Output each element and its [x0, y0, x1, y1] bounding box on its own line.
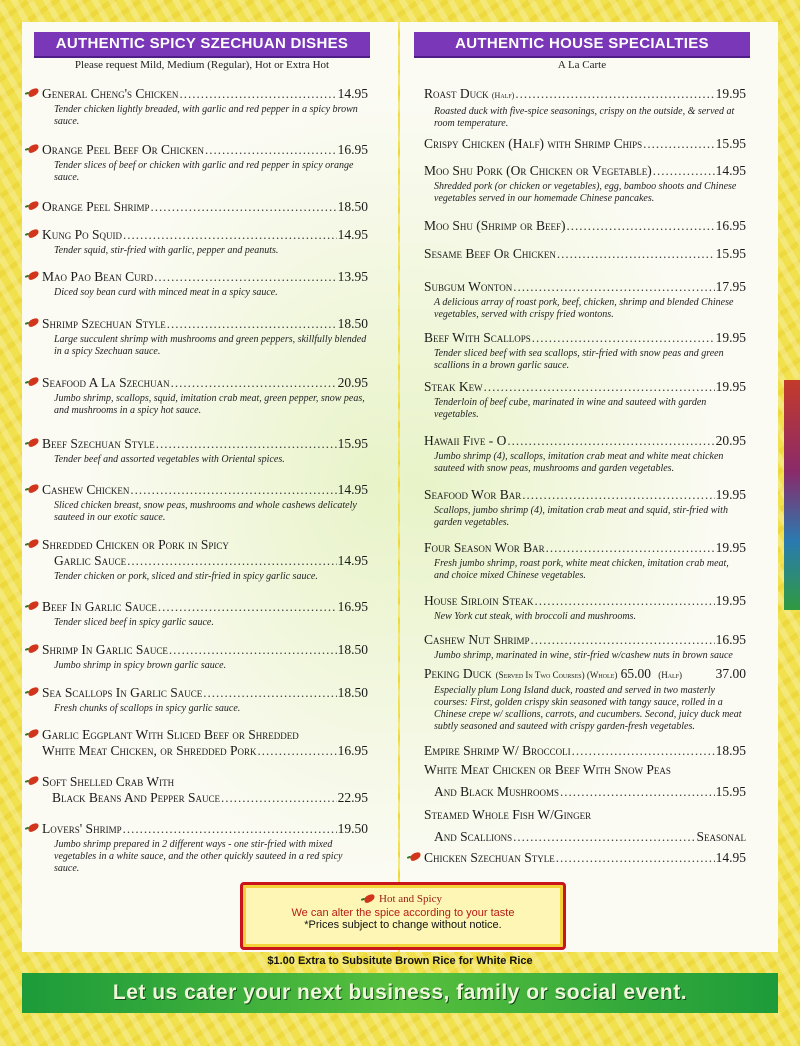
item-name: Lovers' Shrimp	[42, 821, 122, 836]
item-name: Seafood Wor Bar	[424, 487, 522, 502]
item-price: 18.50	[337, 199, 368, 214]
price-change-text: *Prices subject to change without notice.	[304, 919, 502, 931]
menu-item	[424, 666, 746, 733]
item-price: 14.95	[337, 227, 368, 242]
menu-item	[42, 227, 368, 257]
item-name: Shrimp Szechuan Style	[42, 316, 166, 331]
item-description: New York cut steak, with broccoli and mushrooms.	[434, 611, 636, 622]
left-header: AUTHENTIC SPICY SZECHUAN DISHES	[34, 32, 370, 58]
item-price: 18.95	[715, 743, 746, 758]
item-price: 19.50	[337, 821, 368, 836]
catering-banner: Let us cater your next business, family or social event.	[22, 973, 778, 1013]
menu-item	[42, 375, 368, 417]
spice-notice-box	[240, 882, 566, 950]
item-description: Tender sliced beef in spicy garlic sauce.	[54, 617, 214, 628]
item-name: Peking Duck	[424, 666, 492, 681]
menu-item	[42, 821, 368, 875]
spice-adjust-text: We can alter the spice according to your taste	[291, 907, 515, 919]
menu-item	[424, 330, 746, 372]
right-subheader: A La Carte	[557, 59, 607, 71]
item-price: 15.95	[715, 246, 746, 261]
item-price: 16.95	[337, 743, 368, 758]
menu-item	[424, 762, 746, 800]
item-price: 15.95	[337, 436, 368, 451]
item-name: Moo Shu (Shrimp or Beef)	[424, 218, 566, 233]
item-name: Sea Scallops In Garlic Sauce	[42, 685, 203, 700]
menu-item	[424, 136, 746, 152]
item-price: 14.95	[715, 850, 746, 865]
hot-spicy-legend	[243, 893, 563, 905]
item-description: Jumbo shrimp in spicy brown garlic sauce.	[54, 660, 227, 671]
item-price: 19.95	[715, 86, 746, 101]
chili-pepper-icon	[363, 893, 376, 903]
menu-item	[42, 142, 368, 184]
item-price: 13.95	[337, 269, 368, 284]
menu-item	[42, 482, 368, 524]
item-description: Jumbo shrimp, scallops, squid, imitation crab meat, green pepper, snow peas, and mushrooms in a spicy hot sauce.	[54, 393, 365, 416]
item-price: 20.95	[715, 433, 746, 448]
item-name: Shrimp In Garlic Sauce	[42, 642, 168, 657]
item-description: Fresh chunks of scallops in spicy garlic sauce.	[54, 703, 241, 714]
item-name: Subgum Wonton	[424, 279, 513, 294]
item-description: Large succulent shrimp with mushrooms and green peppers, skillfully blended in a spicy Szechuan sauce.	[54, 334, 367, 357]
item-price: 15.95	[715, 136, 746, 151]
item-description: Tenderloin of beef cube, marinated in wine and sauteed with garden vegetables.	[434, 397, 707, 420]
item-name: Kung Po Squid	[42, 227, 123, 242]
item-price: 15.95	[715, 784, 746, 799]
item-name: Cashew Chicken	[42, 482, 130, 497]
item-name: Cashew Nut Shrimp	[424, 632, 530, 647]
menu-item	[42, 642, 368, 672]
item-price: 16.95	[715, 632, 746, 647]
item-description: Jumbo shrimp (4), scallops, imitation crab meat and white meat chicken sauteed with snow peas, mushrooms and garden vegetables.	[434, 451, 724, 474]
item-price: 16.95	[337, 599, 368, 614]
item-name: And Black Mushrooms	[434, 784, 560, 799]
item-price: Seasonal	[696, 829, 746, 844]
menu-item	[424, 487, 746, 529]
item-name-line1: Steamed Whole Fish W/Ginger	[424, 807, 592, 822]
item-description: Tender chicken lightly breaded, with garlic and red pepper in a spicy brown sauce.	[54, 104, 358, 127]
menu-item	[42, 269, 368, 299]
menu-item	[424, 246, 746, 262]
item-price: 14.95	[715, 163, 746, 178]
item-price: 18.50	[337, 316, 368, 331]
item-description: Scallops, jumbo shrimp (4), imitation crab meat and squid, stir-fried with garden vegetables.	[434, 505, 728, 528]
item-name: General Cheng's Chicken	[42, 86, 179, 101]
item-description: Fresh jumbo shrimp, roast pork, white meat chicken, imitation crab meat, and choice mixed Chinese vegetables.	[434, 558, 729, 581]
menu-item	[424, 593, 746, 623]
item-price: 14.95	[337, 86, 368, 101]
item-name: Four Season Wor Bar	[424, 540, 545, 555]
item-name: Mao Pao Bean Curd	[42, 269, 154, 284]
item-name: House Sirloin Steak	[424, 593, 534, 608]
edge-accent	[784, 380, 800, 610]
item-name: Orange Peel Shrimp	[42, 199, 150, 214]
menu-item	[42, 436, 368, 466]
item-price: 16.95	[337, 142, 368, 157]
menu-item	[424, 379, 746, 421]
left-subheader: Please request Mild, Medium (Regular), Hot or Extra Hot	[74, 59, 330, 71]
menu-item	[42, 199, 368, 215]
item-price: 19.95	[715, 379, 746, 394]
item-name: Hawaii Five - O	[424, 433, 507, 448]
item-price: 19.95	[715, 593, 746, 608]
menu-item	[424, 743, 746, 759]
menu-item	[42, 727, 368, 759]
brown-rice-note: $1.00 Extra to Subsitute Brown Rice for White Rice	[267, 955, 533, 967]
item-name: Empire Shrimp W/ Broccoli	[424, 743, 571, 758]
menu-item	[424, 279, 746, 321]
item-price: 18.50	[337, 685, 368, 700]
item-description: Tender slices of beef or chicken with garlic and red pepper in spicy orange sauce.	[54, 160, 354, 183]
item-name-line1: Shredded Chicken or Pork in Spicy	[42, 537, 229, 552]
item-price: 20.95	[337, 375, 368, 390]
item-price: 16.95	[715, 218, 746, 233]
item-price: 37.00	[715, 666, 746, 681]
item-name: Garlic Sauce	[54, 553, 127, 568]
item-description: Shredded pork (or chicken or vegetables), egg, bamboo shoots and Chinese vegetables served in our homemade Chinese pancakes.	[434, 181, 737, 204]
item-name: Orange Peel Beef Or Chicken	[42, 142, 205, 157]
item-name: And Scallions	[434, 829, 513, 844]
legend-text: Hot and Spicy	[379, 893, 442, 905]
menu-item	[42, 316, 368, 358]
item-note: (Served In Two Courses) (Whole)	[495, 670, 618, 680]
menu-item	[42, 599, 368, 629]
item-description: Jumbo shrimp prepared in 2 different ways - one stir-fried with mixed vegetables in a white sauce, and the other quickly sauteed in a red spicy sauce.	[54, 839, 343, 874]
item-price: 22.95	[337, 790, 368, 805]
right-header: AUTHENTIC HOUSE SPECIALTIES	[414, 32, 750, 58]
item-description: Jumbo shrimp, marinated in wine, stir-fried w/cashew nuts in brown sauce	[434, 650, 733, 661]
item-name: Sesame Beef Or Chicken	[424, 246, 556, 261]
item-name: Crispy Chicken (Half) with Shrimp Chips	[424, 136, 643, 151]
item-description: Sliced chicken breast, snow peas, mushrooms and whole cashews delicately sauteed in our exotic sauce.	[54, 500, 357, 523]
menu-item	[424, 433, 746, 475]
item-description: Roasted duck with five-spice seasonings, crispy on the outside, & served at room temperature.	[434, 106, 735, 129]
item-description: A delicious array of roast pork, beef, chicken, shrimp and blended Chinese vegetables, served with crispy fried wontons.	[434, 297, 734, 320]
menu-item	[42, 86, 368, 128]
menu-item	[424, 540, 746, 582]
item-name: White Meat Chicken, or Shredded Pork	[42, 743, 257, 758]
menu-item	[424, 163, 746, 205]
item-name: Steak Kew	[424, 379, 483, 394]
item-note-half: (Half)	[658, 670, 683, 680]
item-description: Especially plum Long Island duck, roasted and served in two masterly courses: First, golden crispy skin seasoned with tangy sauce, rolled in a Chinese crepe w/ scallions, carrots, and cucumbers. Second, juicy duck meat subtly seasoned and sauteed with crispy garden-fresh vegetables.	[434, 685, 742, 732]
item-name: Beef Szechuan Style	[42, 436, 155, 451]
item-name-line1: Garlic Eggplant With Sliced Beef or Shredded	[42, 727, 299, 742]
menu-item	[424, 632, 746, 662]
item-name: Black Beans And Pepper Sauce	[52, 790, 221, 805]
item-description: Tender beef and assorted vegetables with Oriental spices.	[54, 454, 285, 465]
item-name: Seafood A La Szechuan	[42, 375, 170, 390]
item-price: 19.95	[715, 330, 746, 345]
item-name: Beef With Scallops	[424, 330, 531, 345]
item-description: Tender chicken or pork, sliced and stir-fried in spicy garlic sauce.	[54, 571, 318, 582]
item-name: Moo Shu Pork (Or Chicken or Vegetable)	[424, 163, 652, 178]
item-price: 19.95	[715, 540, 746, 555]
menu-item	[424, 218, 746, 234]
item-description: Diced soy bean curd with minced meat in a spicy sauce.	[54, 287, 278, 298]
item-price: 18.50	[337, 642, 368, 657]
item-name: Chicken Szechuan Style	[424, 850, 555, 865]
item-price-whole: 65.00	[620, 666, 651, 681]
menu-item	[424, 86, 746, 130]
item-name-line1: Soft Shelled Crab With	[42, 774, 175, 789]
item-price: 17.95	[715, 279, 746, 294]
menu-item	[42, 537, 368, 583]
menu-item	[424, 850, 746, 866]
item-name-line1: White Meat Chicken or Beef With Snow Peas	[424, 762, 671, 777]
item-description: Tender squid, stir-fried with garlic, pepper and peanuts.	[54, 245, 279, 256]
item-price: 14.95	[337, 482, 368, 497]
item-price: 19.95	[715, 487, 746, 502]
item-description: Tender sliced beef with sea scallops, stir-fried with snow peas and green scallions in a brown garlic sauce.	[434, 348, 724, 371]
item-note: (Half)	[491, 91, 515, 100]
item-price: 14.95	[337, 553, 368, 568]
item-name: Roast Duck	[424, 86, 489, 101]
menu-item	[424, 807, 746, 845]
item-name: Beef In Garlic Sauce	[42, 599, 157, 614]
menu-item	[42, 685, 368, 715]
menu-item	[42, 774, 368, 806]
